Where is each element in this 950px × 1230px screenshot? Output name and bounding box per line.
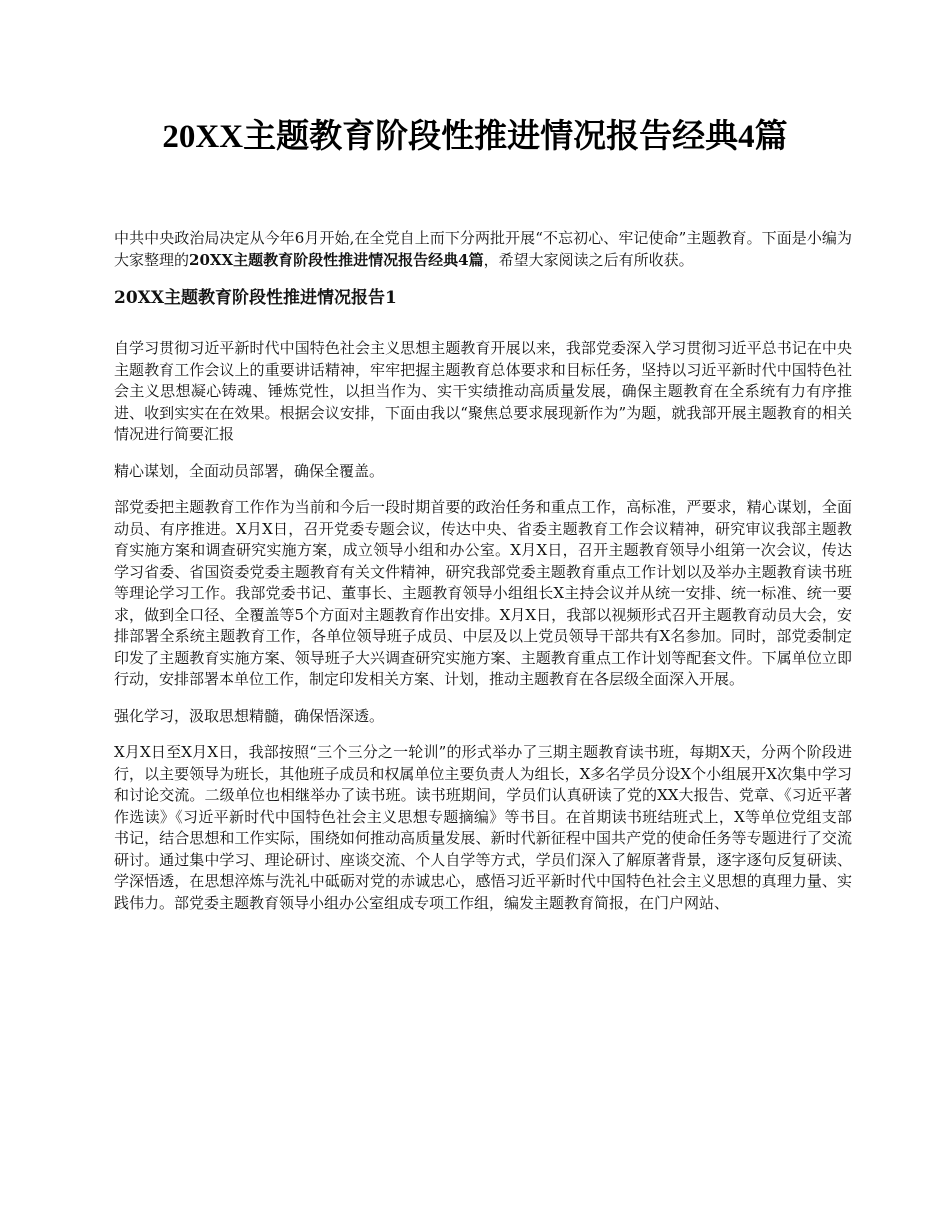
subsection-label-2: 强化学习，汲取思想精髓，确保悟深透。 <box>114 706 385 725</box>
section-heading: 20XX主题教育阶段性推进情况报告1 <box>114 288 397 308</box>
intro-paragraph <box>114 228 852 271</box>
body-paragraph-3: X月X日至X月X日，我部按照“三个三分之一轮训”的形式举办了三期主题教育读书班，每期X天，分两个阶段进行，以主要领导为班长，其他班子成员和权属单位主要负责人为组长，X多名学员分设X个小组展开X次集中学习和讨论交流。二级单位也相继举办了读书班。读书班期间，学员们认真研读了党的XX大报告、党章、《习近平著作选读》《习近平新时代中国特色社会主义思想专题摘编》等书目。在首期读书班结班式上，X等单位党组支部书记，结合思想和工作实际，围绕如何推动高质量发展、新时代新征程中国共产党的使命任务等专题进行了交流研讨。通过集中学习、理论研讨、座谈交流、个人自学等方式，学员们深入了解原著背景，逐字逐句反复研读、学深悟透，在思想淬炼与洗礼中砥砺对党的赤诚忠心，感悟习近平新时代中国特色社会主义思想的真理力量、实践伟力。部党委主题教育领导小组办公室组成专项工作组，编发主题教育简报，在门户网站、 <box>114 743 852 912</box>
body-paragraph-1: 自学习贯彻习近平新时代中国特色社会主义思想主题教育开展以来，我部党委深入学习贯彻习近平总书记在中央主题教育工作会议上的重要讲话精神，牢牢把握主题教育总体要求和目标任务，坚持以习近平新时代中国特色社会主义思想凝心铸魂、锤炼党性，以担当作为、实干实绩推动高质量发展，确保主题教育在全系统有力有序推进、收到实实在在效果。根据会议安排，下面由我以“聚焦总要求展现新作为”为题，就我部开展主题教育的相关情况进行简要汇报 <box>114 339 852 443</box>
intro-text-before: 中共中央政治局决定从今年6月开始,在全党自上而下分两批开展“不忘初心、牢记使命”主题教育。下面是小编为大家整理的 <box>114 229 852 269</box>
intro-text-after: ，希望大家阅读之后有所收获。 <box>483 250 694 269</box>
document-body <box>114 228 852 929</box>
intro-text-bold: 20XX主题教育阶段性推进情况报告经典4篇 <box>189 250 484 269</box>
document-title: 20XX主题教育阶段性推进情况报告经典4篇 <box>162 119 788 155</box>
subsection-label-1: 精心谋划，全面动员部署，确保全覆盖。 <box>114 461 385 480</box>
body-paragraph-2: 部党委把主题教育工作作为当前和今后一段时期首要的政治任务和重点工作，高标准，严要求，精心谋划，全面动员、有序推进。X月X日，召开党委专题会议，传达中央、省委主题教育工作会议精神，研究审议我部主题教育实施方案和调查研究实施方案，成立领导小组和办公室。X月X日，召开主题教育领导小组第一次会议，传达学习省委、省国资委党委主题教育有关文件精神，研究我部党委主题教育重点工作计划以及举办主题教育读书班等理论学习工作。我部党委书记、董事长、主题教育领导小组组长X主持会议并从统一安排、统一标准、统一要求，做到全口径、全覆盖等5个方面对主题教育作出安排。X月X日，我部以视频形式召开主题教育动员大会，安排部署全系统主题教育工作，各单位领导班子成员、中层及以上党员领导干部共有X名参加。同时，部党委制定印发了主题教育实施方案、领导班子大兴调查研究实施方案、主题教育重点工作计划等配套文件。下属单位立即行动，安排部署本单位工作，制定印发相关方案、计划，推动主题教育在各层级全面深入开展。 <box>114 498 852 688</box>
